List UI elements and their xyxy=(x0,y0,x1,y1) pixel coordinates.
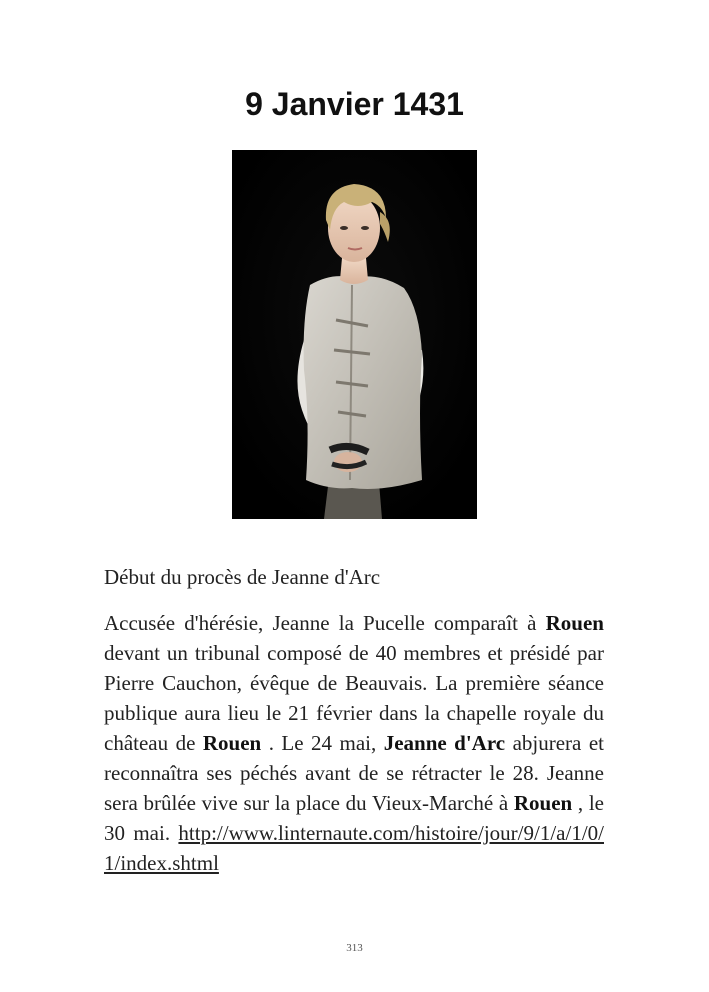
paragraph-text: Accusée d'hérésie, Jeanne la Pucelle comparaît à xyxy=(104,611,546,635)
body-paragraph xyxy=(104,608,604,878)
paragraph-text: . Le 24 mai, xyxy=(261,731,384,755)
bold-place-name: Rouen xyxy=(545,611,604,635)
subtitle: Début du procès de Jeanne d'Arc xyxy=(104,565,381,589)
page-number: 313 xyxy=(346,942,363,954)
bold-place-name: Rouen xyxy=(513,791,573,815)
paragraph-text: abjurera et reconnaîtra ses péchés avant de se rétracter le 28. Jeanne sera brûlée vive sur la place du Vieux-Marché à xyxy=(104,731,604,815)
jeanne-darc-photo xyxy=(232,150,477,519)
paragraph-text: devant un tribunal composé de 40 membres et présidé par Pierre Cauchon, évêque de Beauvais. La première séance publique aura lieu le 21 février dans la chapelle royale du château de xyxy=(104,641,604,755)
bold-place-name: Rouen xyxy=(202,731,262,755)
source-link[interactable]: http://www.linternaute.com/histoire/jour/9/1/a/1/0/1/index.shtml xyxy=(104,821,604,875)
page-title: 9 Janvier 1431 xyxy=(245,86,464,122)
bold-person-name: Jeanne d'Arc xyxy=(383,731,506,755)
paragraph-text: , le 30 mai. xyxy=(104,791,604,845)
